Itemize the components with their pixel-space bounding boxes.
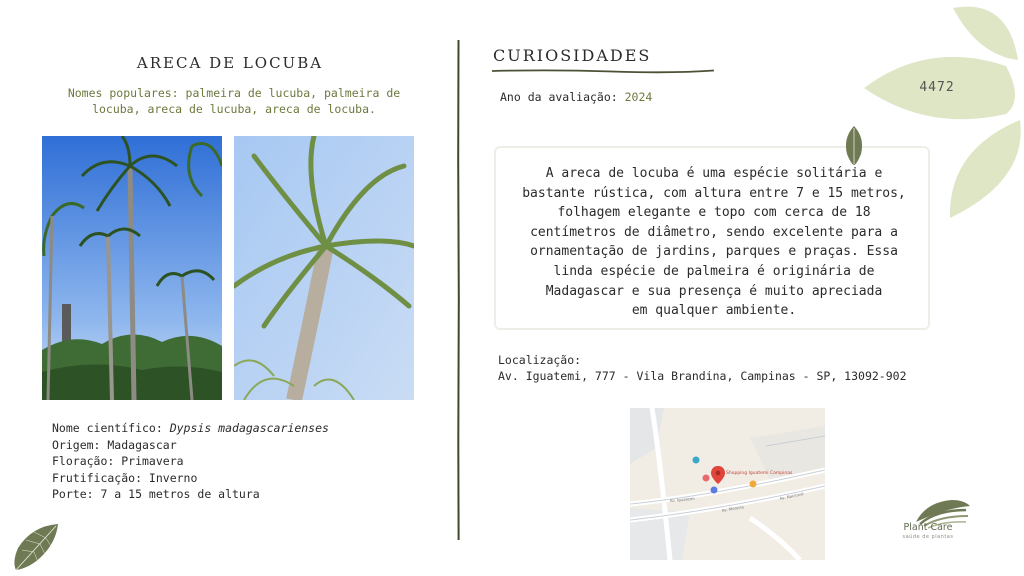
popular-names bbox=[44, 85, 424, 117]
map-poi-icon bbox=[693, 457, 700, 464]
plant-facts bbox=[52, 420, 329, 503]
flowering: Floração: Primavera bbox=[52, 454, 184, 468]
fruiting: Frutificação: Inverno bbox=[52, 470, 198, 485]
leaf-icon bbox=[953, 7, 1018, 60]
map-poi-icon bbox=[703, 475, 710, 482]
leaf-icon bbox=[950, 120, 1021, 218]
column-divider bbox=[457, 40, 460, 540]
map-label-street: Av. Nacional bbox=[779, 491, 805, 501]
origin: Origem: Madagascar bbox=[52, 437, 177, 452]
evaluation-year: Ano da avaliação: 2024 bbox=[500, 90, 653, 104]
description-line: em qualquer ambiente. bbox=[631, 303, 797, 319]
map-label-shopping: Shopping Iguatemi Campinas bbox=[726, 471, 793, 476]
scientific-name: Nome científico: Dypsis madagascarienses bbox=[52, 421, 329, 435]
badge-number: 4472 bbox=[919, 80, 955, 95]
palm-photo-left bbox=[42, 136, 222, 400]
plant-title: ARECA DE LOCUBA bbox=[136, 54, 324, 72]
curiosities-title: CURIOSIDADES bbox=[493, 46, 652, 65]
plant-size: Porte: 7 a 15 metros de altura bbox=[52, 487, 260, 501]
brand-name: Plant Care bbox=[903, 522, 953, 533]
scientific-name-value: Dypsis madagascarienses bbox=[169, 421, 329, 435]
description-line: folhagem elegante e topo com cerca de 18 bbox=[557, 205, 871, 221]
leaf-icon bbox=[843, 124, 865, 166]
description-line: centímetros de diâmetro, sendo excelente para a bbox=[530, 224, 898, 240]
map-label-street: Av. Iguatemi bbox=[669, 495, 695, 503]
description-line: bastante rústica, com altura entre 7 e 15 metros, bbox=[522, 185, 906, 201]
title-underline bbox=[492, 68, 714, 74]
description-line: A areca de locuba é uma espécie solitária e bbox=[545, 166, 883, 181]
decorative-leaves bbox=[858, 0, 1024, 228]
map-poi-icon bbox=[711, 487, 718, 494]
map-poi-icon bbox=[750, 481, 757, 488]
description-line: ornamentação de jardins, parques e praças. Essa bbox=[530, 244, 898, 260]
popular-names-line-2: locuba, areca de lucuba, areca de locuba. bbox=[92, 102, 376, 116]
description-line: linda espécie de palmeira é originária de bbox=[553, 263, 875, 279]
description-line: Madagascar e sua presença é muito apreciada bbox=[545, 283, 883, 299]
popular-names-line-1: Nomes populares: palmeira de lucuba, palmeira de bbox=[67, 86, 401, 100]
location-label: Localização: bbox=[498, 353, 582, 367]
brand-tagline: saúde de plantas bbox=[902, 534, 954, 540]
leaf-icon bbox=[12, 522, 60, 572]
location-address: Av. Iguatemi, 777 - Vila Brandina, Campinas - SP, 13092-902 bbox=[498, 369, 907, 383]
evaluation-year-value: 2024 bbox=[624, 90, 653, 104]
location-map[interactable] bbox=[630, 408, 825, 560]
map-label-street: Av. Moreira bbox=[721, 504, 745, 513]
palm-photo-right bbox=[234, 136, 414, 400]
